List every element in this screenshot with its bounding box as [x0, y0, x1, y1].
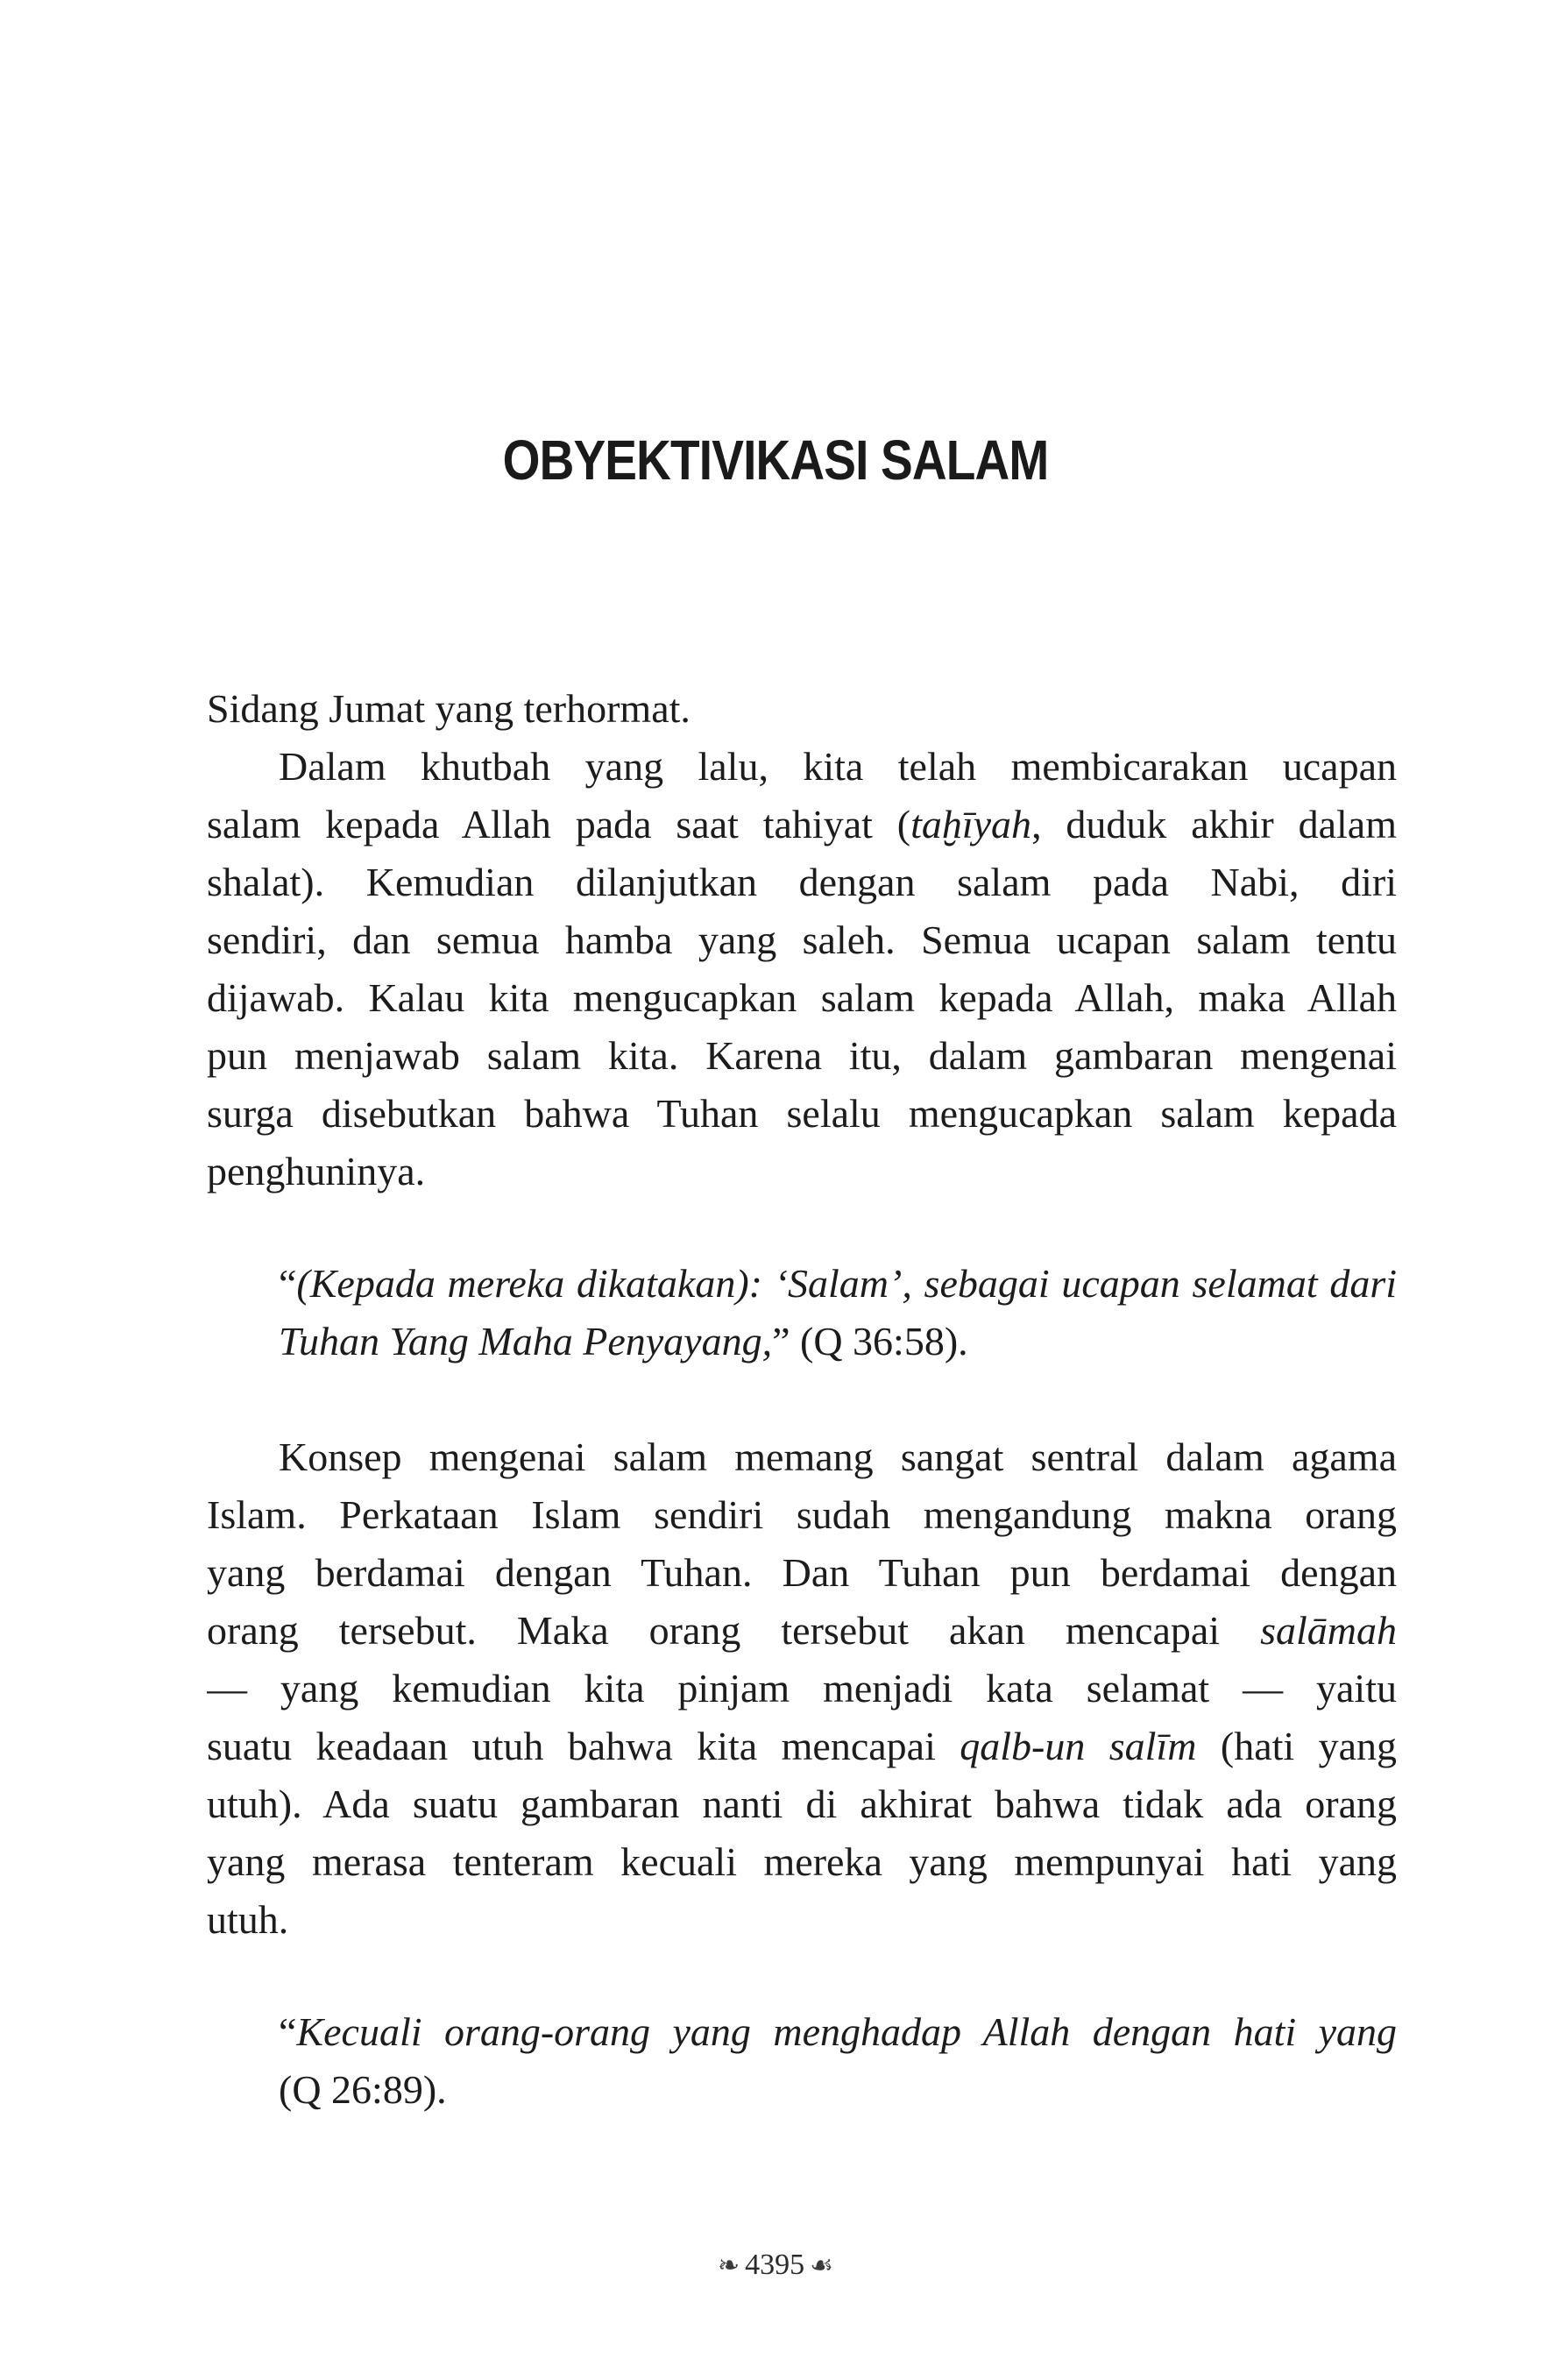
left-ornament-icon: ❧: [717, 2251, 740, 2280]
text-line: utuh). Ada suatu gambaran nanti di akhirat bahwa tidak ada orang: [207, 1781, 1397, 1826]
text-line: sendiri, dan semua hamba yang saleh. Semua ucapan salam tentu: [207, 917, 1397, 962]
chapter-title: OBYEKTIVIKASI SALAM: [502, 429, 1049, 492]
text-line: shalat). Kemudian dilanjutkan dengan salam pada Nabi, diri: [207, 860, 1397, 904]
quote-line: “(Kepada mereka dikatakan): ‘Salam’, sebagai ucapan selamat dari: [279, 1261, 1397, 1306]
text-line: orang tersebut. Maka orang tersebut akan mencapai salāmah: [207, 1608, 1397, 1653]
text-line: Dalam khutbah yang lalu, kita telah membicarakan ucapan: [279, 744, 1397, 789]
text-line: Sidang Jumat yang terhormat.: [207, 686, 691, 731]
text-line: salam kepada Allah pada saat tahiyat (taḫīyah, duduk akhir dalam: [207, 802, 1397, 846]
quran-quote-2: [279, 2003, 1397, 2119]
text-line: yang berdamai dengan Tuhan. Dan Tuhan pun berdamai dengan: [207, 1550, 1397, 1595]
text-line: dijawab. Kalau kita mengucapkan salam kepada Allah, maka Allah: [207, 975, 1397, 1020]
italic-term: taḫīyah: [910, 802, 1032, 846]
right-ornament-icon: ☙: [810, 2251, 834, 2280]
text-line: surga disebutkan bahwa Tuhan selalu mengucapkan salam kepada: [207, 1091, 1397, 1136]
quote-line: (Q 26:89).: [279, 2067, 447, 2112]
quran-quote-1: [279, 1255, 1397, 1371]
text-line: suatu keadaan utuh bahwa kita mencapai qalb-un salīm (hati yang: [207, 1724, 1397, 1768]
text-line: utuh.: [207, 1897, 289, 1942]
text-line: Konsep mengenai salam memang sangat sentral dalam agama: [279, 1434, 1397, 1479]
italic-term: salāmah: [1260, 1608, 1397, 1653]
paragraph-1: [207, 680, 1397, 1201]
text-line: yang merasa tenteram kecuali mereka yang mempunyai hati yang: [207, 1839, 1397, 1884]
page-number: 4395: [745, 2249, 805, 2281]
text-line: penghuninya.: [207, 1149, 426, 1194]
italic-term: qalb-un salīm: [960, 1724, 1197, 1768]
quote-line: Tuhan Yang Maha Penyayang,” (Q 36:58).: [279, 1319, 968, 1364]
page-footer: [0, 2249, 1551, 2282]
text-line: — yang kemudian kita pinjam menjadi kata selamat — yaitu: [207, 1666, 1397, 1711]
text-line: Islam. Perkataan Islam sendiri sudah mengandung makna orang: [207, 1492, 1397, 1537]
text-line: pun menjawab salam kita. Karena itu, dalam gambaran mengenai: [207, 1033, 1397, 1078]
quote-line: “Kecuali orang-orang yang menghadap Allah dengan hati yang: [279, 2009, 1397, 2054]
paragraph-2: [207, 1428, 1397, 1949]
